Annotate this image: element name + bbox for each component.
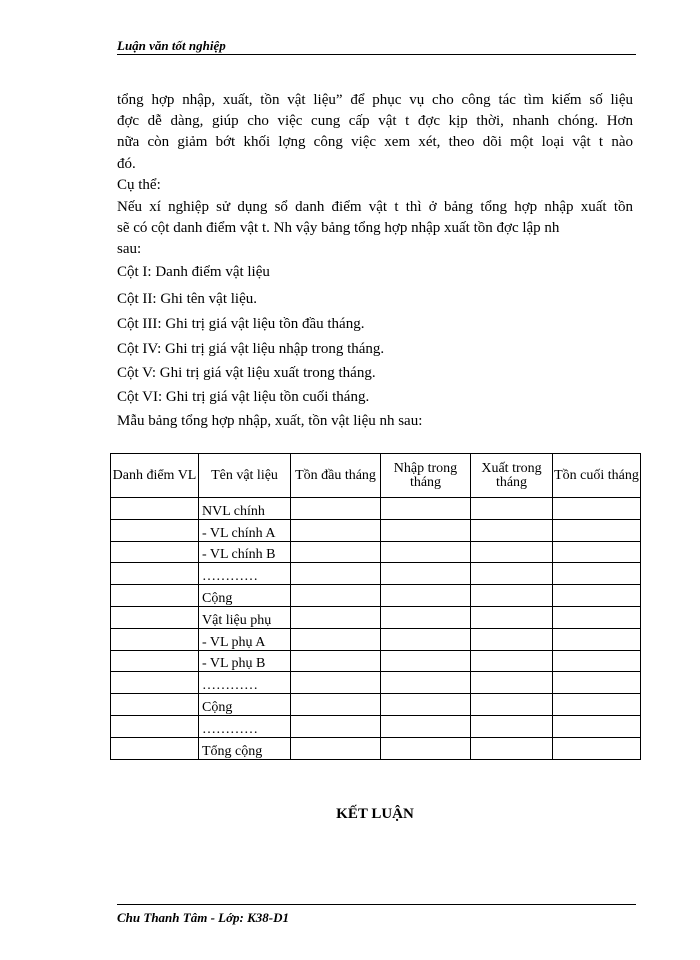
- material-name: - VL chính A: [199, 519, 291, 541]
- footer-rule: [117, 904, 636, 905]
- col-header-xuat: Xuất trong tháng: [471, 454, 553, 498]
- material-name: …………: [199, 563, 291, 585]
- body-line-6: Nếu xí nghiệp sử dụng sổ danh điểm vật t thì ở bảng tổng hợp nhập xuất tồn: [117, 199, 633, 215]
- table-row: [111, 715, 641, 737]
- table-row: [111, 519, 641, 541]
- table-row: [111, 628, 641, 650]
- col-header-ton-dau: Tồn đầu tháng: [291, 454, 381, 498]
- body-line-8: sau:: [117, 241, 142, 257]
- body-line-9: Cột I: Danh điểm vật liệu: [117, 264, 270, 280]
- body-line-5: Cụ thể:: [117, 177, 161, 193]
- material-name: Cộng: [199, 694, 291, 716]
- header-rule: [117, 54, 636, 55]
- summary-table: [110, 453, 641, 760]
- body-line-4: đó.: [117, 156, 136, 172]
- col-header-nhap: Nhập trong tháng: [381, 454, 471, 498]
- col-header-ton-cuoi: Tồn cuối tháng: [553, 454, 641, 498]
- page-header-title: Luận văn tốt nghiệp: [117, 38, 226, 53]
- table-row: [111, 737, 641, 759]
- body-line-13: Cột V: Ghi trị giá vật liệu xuất trong tháng.: [117, 365, 376, 381]
- body-line-11: Cột III: Ghi trị giá vật liệu tồn đầu tháng.: [117, 316, 365, 332]
- material-name: - VL phụ A: [199, 628, 291, 650]
- material-name: Tổng cộng: [199, 737, 291, 759]
- body-line-14: Cột VI: Ghi trị giá vật liệu tồn cuối tháng.: [117, 389, 370, 405]
- body-line-1: tổng hợp nhập, xuất, tồn vật liệu” để phục vụ cho công tác tìm kiếm số liệu: [117, 92, 633, 108]
- material-name: NVL chính: [199, 498, 291, 520]
- material-name: …………: [199, 672, 291, 694]
- table-row: [111, 650, 641, 672]
- col-header-ten-vat-lieu: Tên vật liệu: [199, 454, 291, 498]
- page-footer-author: Chu Thanh Tâm - Lớp: K38-D1: [117, 910, 290, 925]
- table-row: [111, 498, 641, 520]
- conclusion-heading: KẾT LUẬN: [336, 806, 414, 822]
- table-row: [111, 563, 641, 585]
- col-header-danh-diem: Danh điểm VL: [111, 454, 199, 498]
- body-line-7: sẽ có cột danh điểm vật t. Nh vậy bảng tổng hợp nhập xuất tồn đợc lập nh: [117, 220, 560, 236]
- material-name: Vật liệu phụ: [199, 606, 291, 628]
- material-name: …………: [199, 715, 291, 737]
- table-row: [111, 541, 641, 563]
- body-line-3: nữa còn giảm bớt khối lợng công việc xem xét, theo dõi một loại vật t nào: [117, 134, 633, 150]
- material-name: Cộng: [199, 585, 291, 607]
- body-line-2: đợc dễ dàng, giúp cho việc cung cấp vật t đợc kịp thời, nhanh chóng. Hơn: [117, 113, 633, 129]
- table-row: [111, 606, 641, 628]
- table-row: [111, 585, 641, 607]
- table-row: [111, 672, 641, 694]
- table-header-row: [111, 454, 641, 498]
- body-line-15: Mẫu bảng tổng hợp nhập, xuất, tồn vật liệu nh sau:: [117, 413, 423, 429]
- material-name: - VL chính B: [199, 541, 291, 563]
- material-name: - VL phụ B: [199, 650, 291, 672]
- body-line-10: Cột II: Ghi tên vật liệu.: [117, 291, 257, 307]
- table-row: [111, 694, 641, 716]
- body-line-12: Cột IV: Ghi trị giá vật liệu nhập trong tháng.: [117, 341, 385, 357]
